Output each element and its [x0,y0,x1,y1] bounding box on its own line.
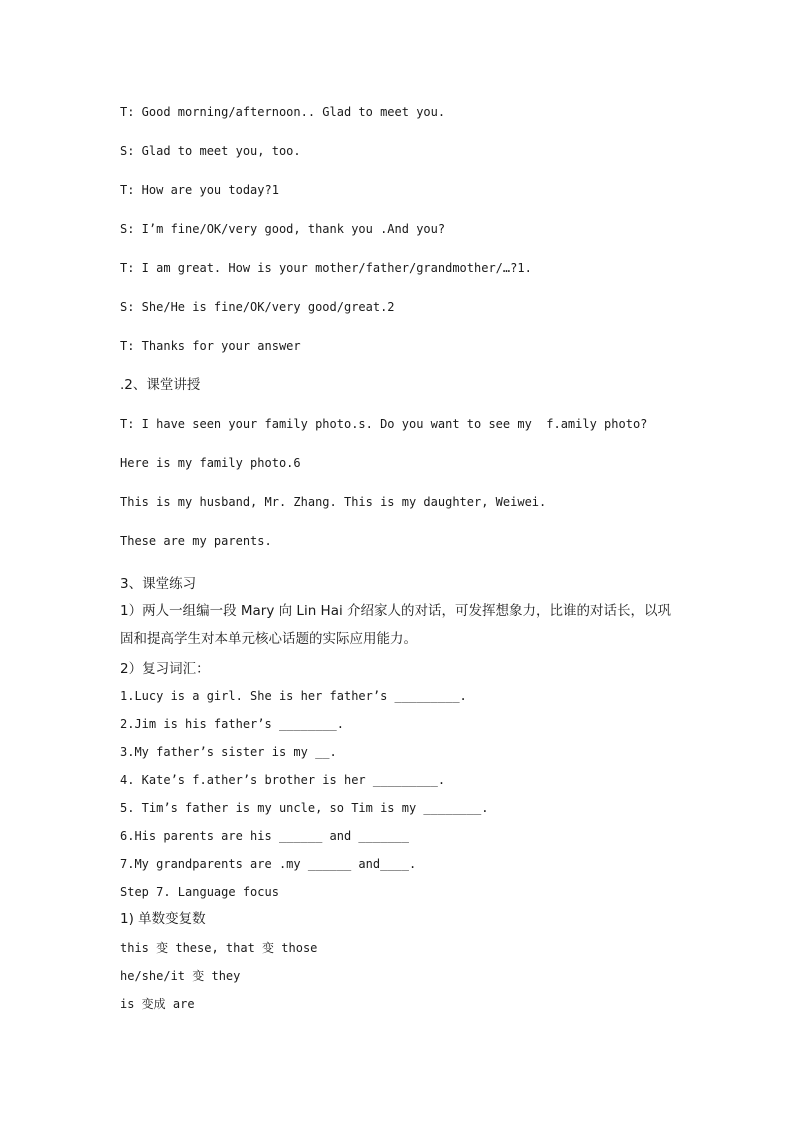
lecture-line-3: This is my husband, Mr. Zhang. This is my daughter, Weiwei. [120,495,547,509]
vocab-line-2: 2.Jim is his father’s ________. [120,717,344,731]
practice-item-vocab: 2）复习词汇： [120,661,210,677]
practice-item-dialogue: 1）两人一组编一段 Mary 向 Lin Hai 介绍家人的对话，可发挥想象力，比谁的对话长，以巩固和提高学生对本单元核心话题的实际应用能力。 [120,603,672,647]
rule-line-1: this 变 these, that 变 those [120,941,318,955]
rule-line-3: is 变成 are [120,997,195,1011]
vocab-line-4: 4. Kate’s f.ather’s brother is her _________. [120,773,446,787]
lecture-line-1: T: I have seen your family photo.s. Do you want to see my f.amily photo? [120,417,648,431]
lecture-line-2: Here is my family photo.6 [120,456,301,470]
focus-item-plural: 1) 单数变复数 [120,911,206,927]
lecture-line-4: These are my parents. [120,534,272,548]
step-heading: Step 7. Language focus [120,885,279,899]
vocab-line-6: 6.His parents are his ______ and _______ [120,829,409,843]
dialogue-line-2: S: Glad to meet you, too. [120,144,301,158]
rule-line-2: he/she/it 变 they [120,969,241,983]
dialogue-line-3: T: How are you today?1 [120,183,279,197]
vocab-line-7: 7.My grandparents are .my ______ and____. [120,857,417,871]
vocab-line-3: 3.My father’s sister is my __. [120,745,337,759]
dialogue-line-1: T: Good morning/afternoon.. Glad to meet you. [120,105,446,119]
section-heading-practice: 3、课堂练习 [120,576,197,592]
dialogue-line-7: T: Thanks for your answer [120,339,301,353]
dialogue-line-5: T: I am great. How is your mother/father/grandmother/…?1. [120,261,532,275]
dialogue-line-4: S: I’m fine/OK/very good, thank you .And you? [120,222,446,236]
dialogue-line-6: S: She/He is fine/OK/very good/great.2 [120,300,395,314]
vocab-line-1: 1.Lucy is a girl. She is her father’s _________. [120,689,467,703]
vocab-line-5: 5. Tim’s father is my uncle, so Tim is my ________. [120,801,489,815]
section-heading-lecture: .2、课堂讲授 [120,377,201,393]
